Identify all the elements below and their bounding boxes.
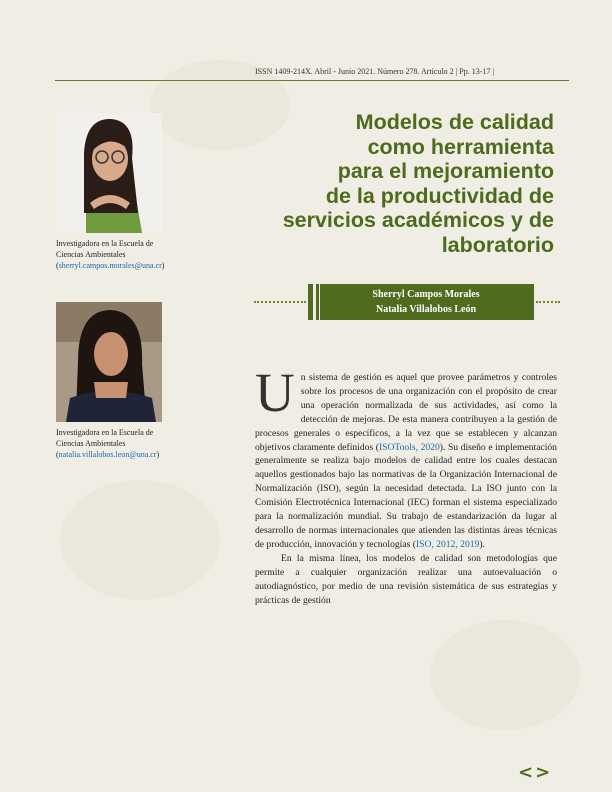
paragraph — [255, 362, 557, 552]
bio-text: Investigadora en la Escuela de Ciencias Ambientales ( — [56, 428, 154, 459]
bio-text: ) — [161, 261, 165, 270]
title-line: como herramienta — [367, 134, 554, 159]
citation-link[interactable]: ISOTools, 2020 — [378, 441, 440, 453]
author-bio-1 — [56, 238, 176, 271]
body-text: ). — [479, 538, 485, 550]
title-line: de la productividad de — [325, 183, 554, 208]
bio-text: Investigadora en la Escuela de Ciencias Ambientales ( — [56, 239, 154, 270]
title-line: Modelos de calidad — [355, 110, 554, 134]
title-line: laboratorio — [441, 232, 554, 257]
email-link[interactable]: sherryl.campos.morales@una.cr — [58, 261, 162, 270]
body-text: n sistema de gestión es aquel que provee parámetros y controles sobre los procesos de una organización con el propósito de crear una operación normalizada de sus actividades, así como la detección de mejoras. De esta manera contribuyen a la gestión de procesos generales o específicos, a la vez que se establecen y alcanzan objetivos claramente definidos ( — [255, 372, 557, 453]
paragraph: En la misma línea, los modelos de calidad son metodologías que permite a cualquier organización realizar una autoevaluación o autodiagnóstico, por medio de una revisión sistemática de sus estrategias y prácticas de gestión — [255, 552, 557, 606]
article-body — [255, 362, 557, 607]
title-line: servicios académicos y de — [282, 208, 554, 232]
author-name: Natalia Villalobos León — [375, 304, 476, 315]
title-line: para el mejoramiento — [337, 159, 554, 183]
author-name: Sherryl Campos Morales — [372, 289, 480, 300]
background-stain — [60, 480, 220, 600]
author-photo-1 — [56, 113, 162, 233]
author-bio-2 — [56, 427, 176, 460]
drop-cap: U — [255, 362, 295, 423]
author-photo-2 — [56, 302, 162, 422]
header-rule — [55, 80, 569, 81]
body-text: ). Su diseño e implementación generalmente se realiza bajo modelos de calidad entre los cuales destacan aquellos gestionados bajo las normativas de la Organización Internacional de Normalización (ISO), según la necesidad detectada. La ISO junto con la Comisión Electrotécnica Internacional (IEC) forman el sistema especializado para la normalización mundial. Su trabajo de estandarización da lugar al desarrollo de normas internacionales que atienden las distintas áreas técnicas de producción, innovación y tecnologías ( — [255, 441, 557, 550]
bio-text: ) — [156, 450, 160, 459]
citation-link[interactable]: ISO, 2012, 2019 — [415, 538, 480, 550]
author-box-stripe — [313, 284, 316, 320]
article-title — [234, 110, 554, 257]
background-stain — [430, 620, 580, 730]
previous-page-icon[interactable]: < — [518, 762, 536, 783]
page-navigation — [518, 762, 552, 783]
issn-header: ISSN 1409-214X. Abril - Junio 2021. Número 278. Artículo 2 | Pp. 13-17 | — [255, 67, 494, 76]
author-box-stripe — [319, 284, 320, 320]
author-band — [254, 284, 560, 320]
next-page-icon[interactable]: > — [535, 762, 553, 783]
dotted-divider-left — [254, 301, 306, 303]
author-box — [308, 284, 534, 320]
email-link[interactable]: natalia.villalobos.leon@una.cr — [58, 450, 157, 459]
dotted-divider-right — [536, 301, 560, 303]
